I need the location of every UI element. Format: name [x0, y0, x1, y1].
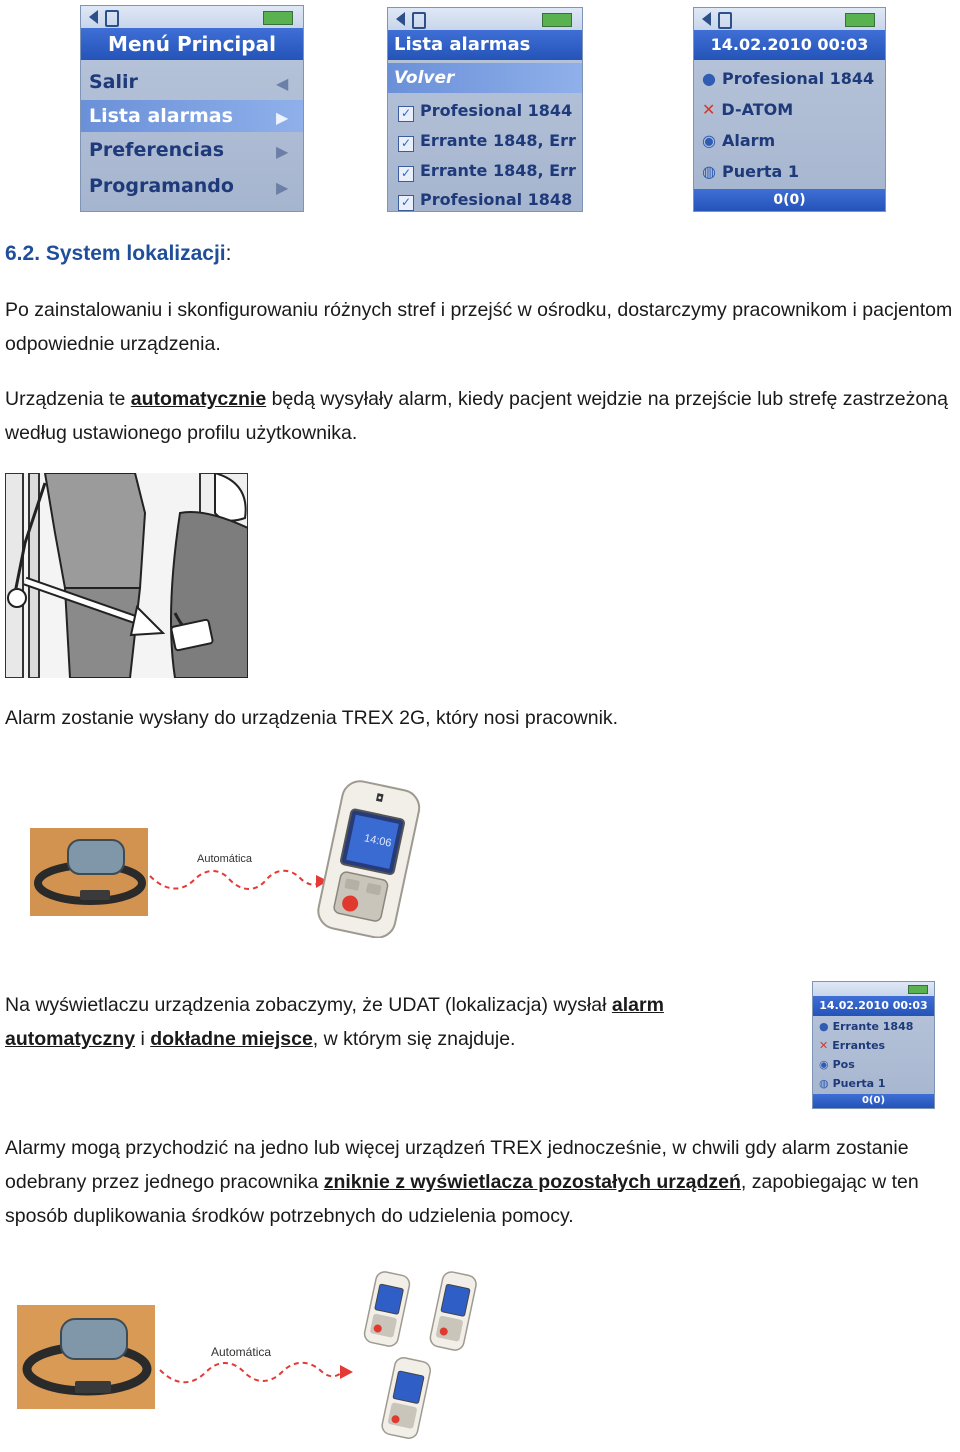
- alarm-list-item[interactable]: [388, 186, 582, 212]
- checkbox-icon: ✓: [398, 106, 414, 122]
- patient-door-illustration: [5, 473, 248, 678]
- detail-row: [694, 126, 885, 156]
- person-icon: ●: [702, 69, 716, 88]
- globe-icon: ◍: [819, 1077, 829, 1090]
- p2-text: Urządzenia te: [5, 388, 131, 410]
- vibrate-icon: [105, 10, 119, 27]
- detail-row: [813, 1055, 934, 1075]
- alarm-icon: ◉: [819, 1058, 829, 1071]
- chevron-left-icon: ◀: [276, 74, 289, 93]
- automatic-label: Automática: [211, 1345, 272, 1359]
- detail-label: Profesional 1844: [721, 69, 875, 88]
- p4-text: , w którym się znajduje.: [312, 1028, 516, 1050]
- detail-row: [813, 1074, 934, 1094]
- detail-footer: 0(0): [694, 189, 885, 211]
- section-number: 6.2.: [5, 242, 41, 265]
- p4-text: Na wyświetlaczu urządzenia zobaczymy, że UDAT (lokalizacja) wysłał: [5, 994, 612, 1016]
- vibrate-icon: [412, 12, 426, 29]
- vibrate-icon: [718, 12, 732, 29]
- status-bar: [81, 6, 303, 28]
- menu-item[interactable]: Salir: [89, 71, 138, 93]
- speaker-icon: [702, 12, 711, 26]
- section-heading: [5, 238, 231, 270]
- detail-row: [694, 95, 885, 125]
- checkbox-icon: ✓: [398, 166, 414, 182]
- battery-icon: [845, 13, 875, 27]
- paragraph-1: Po zainstalowaniu i skonfigurowaniu różnych stref i przejść w ośrodku, dostarczymy pracownikom i pacjentom odpowiednie urządzenia.: [5, 299, 953, 355]
- globe-icon: ◍: [702, 162, 716, 181]
- p4-emphasis-place: dokładne miejsce: [150, 1028, 313, 1050]
- svg-text:◘: ◘: [374, 792, 385, 806]
- alarm-item-label: Errante 1848, Err: [420, 161, 576, 180]
- screen-main-menu: [80, 5, 304, 212]
- alarm-item-label: Profesional 1848: [420, 190, 573, 209]
- battery-icon: [542, 13, 572, 27]
- bracelet-photo: [17, 1305, 155, 1409]
- checkbox-icon: ✓: [398, 136, 414, 152]
- p4-text: i: [135, 1028, 151, 1050]
- p5-text: , zapobiegając w ten sposób duplikowania środków potrzebnych do udzielenia pomocy.: [5, 1171, 919, 1227]
- trex-device-small: [380, 1356, 432, 1442]
- detail-row: [694, 64, 885, 94]
- detail-row: [813, 1017, 934, 1037]
- paragraph-2: [5, 382, 955, 450]
- screen-alarm-detail: [693, 7, 886, 212]
- alarm-item-label: Profesional 1844: [420, 101, 573, 120]
- status-bar: [388, 8, 582, 30]
- alarm-item-label: Errante 1848, Err: [420, 131, 576, 150]
- alarm-list-item[interactable]: [388, 126, 582, 156]
- menu-item[interactable]: Lista alarmas: [81, 100, 303, 132]
- detail-label: Errante 1848: [832, 1020, 914, 1033]
- signal-wave: [158, 1352, 353, 1388]
- status-bar: [813, 982, 934, 996]
- p5-emphasis: zniknie z wyświetlacza pozostałych urządzeń: [323, 1171, 741, 1193]
- p5-text: Alarmy mogą przychodzić na jedno lub więcej urządzeń TREX jednocześnie, w chwili gdy alarm zostanie odebrany przez jednego pracownika: [5, 1137, 909, 1193]
- section-title: System lokalizacji: [45, 242, 226, 265]
- alarm-list-item[interactable]: [388, 156, 582, 186]
- device-time: 14:06: [363, 832, 393, 850]
- alarm-datetime: 14.02.2010 00:03: [694, 30, 885, 60]
- section-colon: :: [225, 242, 232, 265]
- signal-wave: [148, 862, 328, 894]
- bracelet-photo: [30, 828, 148, 916]
- speaker-icon: [89, 10, 98, 24]
- person-icon: ●: [819, 1020, 829, 1033]
- back-item[interactable]: Volver: [388, 63, 582, 93]
- detail-label: Alarm: [721, 131, 776, 150]
- alarm-icon: ◉: [702, 131, 716, 150]
- menu-title: Menú Principal: [81, 28, 303, 60]
- detail-label: Puerta 1: [721, 162, 799, 181]
- speaker-icon: [396, 12, 405, 26]
- battery-icon: [908, 985, 928, 994]
- menu-item[interactable]: Programando: [89, 175, 234, 197]
- trex-device-small: [428, 1270, 478, 1354]
- detail-row: [813, 1036, 934, 1056]
- p2-emphasis: automatycznie: [130, 388, 267, 410]
- automatic-label: Automática: [197, 853, 253, 865]
- paragraph-4: [5, 988, 775, 1056]
- paragraph-3: Alarm zostanie wysłany do urządzenia TREX 2G, który nosi pracownik.: [5, 707, 619, 729]
- p4-emphasis-alarm: alarm automatyczny: [5, 994, 664, 1050]
- checkbox-icon: ✓: [398, 195, 414, 211]
- detail-row: [694, 157, 885, 187]
- detail-label: Puerta 1: [832, 1077, 886, 1090]
- alarm-list-item[interactable]: [388, 96, 582, 126]
- alarm-datetime: 14.02.2010 00:03: [813, 996, 934, 1016]
- tools-icon: ✕: [702, 100, 716, 119]
- battery-icon: [263, 11, 293, 25]
- p2-text: będą wysyłały alarm, kiedy pacjent wejdzie na przejście lub strefę zastrzeżoną według ustawionego profilu użytkownika.: [5, 388, 948, 444]
- detail-footer: 0(0): [813, 1094, 934, 1108]
- chevron-right-icon: ▶: [276, 108, 289, 127]
- status-bar: [694, 8, 885, 30]
- paragraph-5: [5, 1131, 955, 1233]
- detail-label: D-ATOM: [721, 100, 794, 119]
- trex-device-small: [362, 1270, 412, 1348]
- tools-icon: ✕: [819, 1039, 829, 1052]
- alarm-list-title: Lista alarmas: [388, 30, 582, 60]
- chevron-right-icon: ▶: [276, 178, 289, 197]
- screen-alarm-detail-small: [812, 981, 935, 1109]
- trex-device-illustration: [305, 778, 430, 938]
- screen-alarm-list: [387, 7, 583, 212]
- chevron-right-icon: ▶: [276, 142, 289, 161]
- menu-item[interactable]: Preferencias: [89, 139, 225, 161]
- detail-label: Errantes: [832, 1039, 886, 1052]
- detail-label: Pos: [832, 1058, 855, 1071]
